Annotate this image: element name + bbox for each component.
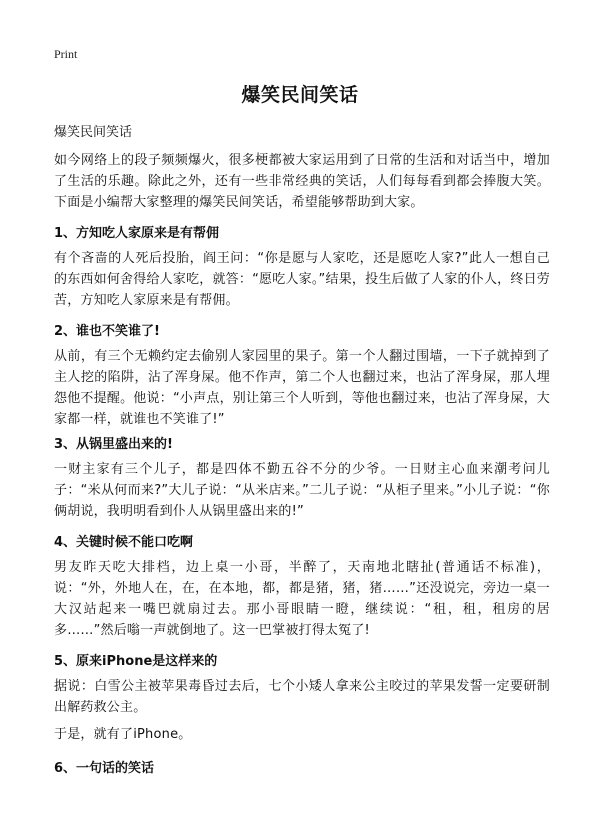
- section-2-heading: 2、谁也不笑谁了!: [54, 324, 160, 339]
- section-5-paragraph-1: 据说：白雪公主被苹果毒昏过去后，七个小矮人拿来公主咬过的苹果发誓一定要研制出解药救公主。: [54, 679, 550, 715]
- section-5-heading: 5、原来iPhone是这样来的: [54, 654, 218, 669]
- print-link[interactable]: Print: [54, 47, 78, 61]
- section-2-paragraph: 从前，有三个无赖约定去偷别人家园里的果子。第一个人翻过围墙，一下子就掉到了主人挖的陷阱，沾了浑身屎。他不作声，第二个人也翻过来，也沾了浑身屎，那人埋怨他不提醒。他说：“小声点，别让第三个人听到，等他也翻过来，也沾了浑身屎，大家都一样，就谁也不笑谁了!”: [54, 349, 550, 427]
- section-1-paragraph: 有个吝啬的人死后投胎，阎王问：“你是愿与人家吃，还是愿吃人家?”此人一想自己的东西如何舍得给人家吃，就答：“愿吃人家。”结果，投生后做了人家的仆人，终日劳苦，方知吃人家原来是有帮佣。: [54, 251, 550, 308]
- section-4-paragraph: 男友昨天吃大排档，边上桌一小哥，半醉了，天南地北瞎扯(普通话不标准)，说：“外，外地人在，在，在本地，都，都是猪，猪，猪……”还没说完，旁边一桌一大汉站起来一嘴巴就扇过去。那小哥眼睛一瞪，继续说：“租，租，租房的居多……”然后嗡一声就倒地了。这一巴掌被打得太冤了!: [54, 560, 550, 638]
- section-5-paragraph-2: 于是，就有了iPhone。: [54, 727, 192, 742]
- section-3-heading: 3、从锅里盛出来的!: [54, 437, 173, 452]
- intro-paragraph: 如今网络上的段子频频爆火，很多梗都被大家运用到了日常的生活和对话当中，增加了生活的乐趣。除此之外，还有一些非常经典的笑话，人们每每看到都会捧腹大笑。下面是小编帮大家整理的爆笑民间笑话，希望能够帮助到大家。: [54, 153, 550, 210]
- page-title: 爆笑民间笑话: [241, 84, 359, 106]
- section-4-heading: 4、关键时候不能口吃啊: [54, 535, 194, 550]
- section-3-paragraph: 一财主家有三个儿子，都是四体不勤五谷不分的少爷。一日财主心血来潮考问儿子：“米从何而来?”大儿子说：“从米店来。”二儿子说：“从柜子里来。”小儿子说：“你俩胡说，我明明看到仆人从锅里盛出来的!”: [54, 462, 550, 519]
- section-6-heading: 6、一句话的笑话: [54, 761, 155, 776]
- document-subtitle: 爆笑民间笑话: [54, 125, 133, 140]
- section-1-heading: 1、方知吃人家原来是有帮佣: [54, 226, 220, 241]
